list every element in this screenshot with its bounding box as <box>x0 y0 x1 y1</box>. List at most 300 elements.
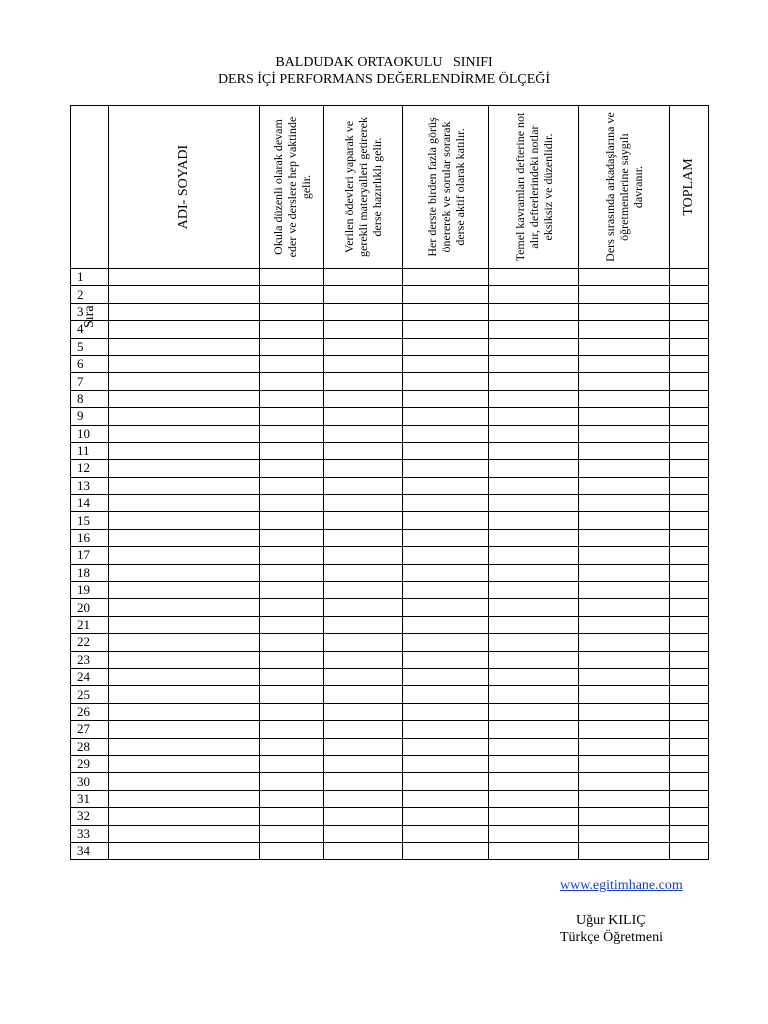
table-cell[interactable] <box>670 442 709 459</box>
table-cell[interactable] <box>670 477 709 494</box>
table-cell[interactable] <box>670 634 709 651</box>
table-row <box>71 286 709 303</box>
table-cell[interactable] <box>403 599 489 616</box>
table-cell[interactable] <box>489 442 579 459</box>
table-cell[interactable] <box>260 651 324 668</box>
table-cell[interactable] <box>109 529 260 546</box>
table-cell[interactable] <box>324 338 403 355</box>
table-cell[interactable] <box>324 269 403 286</box>
table-cell[interactable] <box>109 668 260 685</box>
table-cell[interactable] <box>260 390 324 407</box>
table-cell[interactable] <box>579 373 670 390</box>
table-row <box>71 303 709 320</box>
table-cell[interactable] <box>489 755 579 772</box>
table-cell[interactable] <box>403 668 489 685</box>
table-cell[interactable] <box>260 842 324 859</box>
row-number: 21 <box>71 616 109 633</box>
table-cell[interactable] <box>489 842 579 859</box>
row-number: 8 <box>71 390 109 407</box>
table-cell[interactable] <box>109 425 260 442</box>
table-row <box>71 547 709 564</box>
table-cell[interactable] <box>579 599 670 616</box>
table-row <box>71 529 709 546</box>
table-cell[interactable] <box>403 808 489 825</box>
table-cell[interactable] <box>403 529 489 546</box>
table-cell[interactable] <box>260 303 324 320</box>
table-cell[interactable] <box>109 321 260 338</box>
table-cell[interactable] <box>670 303 709 320</box>
table-cell[interactable] <box>579 721 670 738</box>
table-cell[interactable] <box>489 634 579 651</box>
table-cell[interactable] <box>260 738 324 755</box>
table-cell[interactable] <box>109 355 260 372</box>
table-cell[interactable] <box>324 808 403 825</box>
table-cell[interactable] <box>324 634 403 651</box>
table-cell[interactable] <box>489 373 579 390</box>
table-cell[interactable] <box>324 303 403 320</box>
table-cell[interactable] <box>489 703 579 720</box>
table-row <box>71 321 709 338</box>
table-cell[interactable] <box>109 808 260 825</box>
table-cell[interactable] <box>670 616 709 633</box>
table-cell[interactable] <box>403 634 489 651</box>
table-cell[interactable] <box>489 721 579 738</box>
table-cell[interactable] <box>579 582 670 599</box>
table-cell[interactable] <box>670 721 709 738</box>
table-cell[interactable] <box>670 564 709 581</box>
table-row <box>71 338 709 355</box>
table-cell[interactable] <box>489 390 579 407</box>
table-cell[interactable] <box>489 512 579 529</box>
table-cell[interactable] <box>489 582 579 599</box>
table-cell[interactable] <box>489 303 579 320</box>
table-cell[interactable] <box>260 355 324 372</box>
table-cell[interactable] <box>403 269 489 286</box>
table-cell[interactable] <box>260 582 324 599</box>
table-cell[interactable] <box>260 408 324 425</box>
table-cell[interactable] <box>579 634 670 651</box>
table-cell[interactable] <box>109 442 260 459</box>
table-cell[interactable] <box>670 321 709 338</box>
table-cell[interactable] <box>260 477 324 494</box>
table-cell[interactable] <box>324 355 403 372</box>
table-cell[interactable] <box>260 286 324 303</box>
table-cell[interactable] <box>489 286 579 303</box>
table-cell[interactable] <box>489 529 579 546</box>
row-number: 29 <box>71 755 109 772</box>
table-cell[interactable] <box>579 842 670 859</box>
column-header-name: ADI- SOYADI <box>109 106 260 269</box>
table-cell[interactable] <box>403 442 489 459</box>
row-number: 32 <box>71 808 109 825</box>
table-cell[interactable] <box>670 390 709 407</box>
table-cell[interactable] <box>260 703 324 720</box>
table-cell[interactable] <box>324 529 403 546</box>
table-cell[interactable] <box>670 651 709 668</box>
table-cell[interactable] <box>324 321 403 338</box>
row-number: 27 <box>71 721 109 738</box>
row-number: 10 <box>71 425 109 442</box>
table-cell[interactable] <box>579 651 670 668</box>
table-cell[interactable] <box>670 286 709 303</box>
table-cell[interactable] <box>579 738 670 755</box>
table-cell[interactable] <box>260 668 324 685</box>
table-cell[interactable] <box>403 373 489 390</box>
table-row <box>71 355 709 372</box>
table-cell[interactable] <box>403 408 489 425</box>
table-cell[interactable] <box>324 842 403 859</box>
table-cell[interactable] <box>109 338 260 355</box>
table-cell[interactable] <box>109 686 260 703</box>
table-cell[interactable] <box>403 790 489 807</box>
table-cell[interactable] <box>403 582 489 599</box>
table-cell[interactable] <box>670 773 709 790</box>
row-number: 22 <box>71 634 109 651</box>
row-number: 24 <box>71 668 109 685</box>
table-cell[interactable] <box>579 460 670 477</box>
table-cell[interactable] <box>260 634 324 651</box>
table-cell[interactable] <box>260 721 324 738</box>
row-number: 20 <box>71 599 109 616</box>
table-cell[interactable] <box>403 303 489 320</box>
table-cell[interactable] <box>324 547 403 564</box>
table-cell[interactable] <box>579 825 670 842</box>
table-cell[interactable] <box>579 338 670 355</box>
table-cell[interactable] <box>489 338 579 355</box>
table-cell[interactable] <box>579 442 670 459</box>
table-cell[interactable] <box>109 738 260 755</box>
table-cell[interactable] <box>489 773 579 790</box>
table-cell[interactable] <box>324 425 403 442</box>
table-cell[interactable] <box>260 373 324 390</box>
table-row <box>71 442 709 459</box>
table-cell[interactable] <box>670 790 709 807</box>
column-header-notes: Temel kavramları defterine not alır, defterlerindeki notlar eksiksiz ve düzenlidir. <box>489 106 579 269</box>
table-cell[interactable] <box>579 755 670 772</box>
column-header-attendance: Okula düzenli olarak devam eder ve derslere hep vaktinde gelir. <box>260 106 324 269</box>
row-number: 31 <box>71 790 109 807</box>
table-cell[interactable] <box>670 512 709 529</box>
table-cell[interactable] <box>403 512 489 529</box>
table-cell[interactable] <box>324 825 403 842</box>
table-cell[interactable] <box>579 355 670 372</box>
table-row <box>71 790 709 807</box>
table-cell[interactable] <box>109 616 260 633</box>
table-cell[interactable] <box>579 703 670 720</box>
table-cell[interactable] <box>489 495 579 512</box>
table-row <box>71 564 709 581</box>
table-cell[interactable] <box>260 269 324 286</box>
table-cell[interactable] <box>324 564 403 581</box>
table-cell[interactable] <box>109 755 260 772</box>
table-row <box>71 634 709 651</box>
table-row <box>71 477 709 494</box>
table-cell[interactable] <box>324 686 403 703</box>
table-cell[interactable] <box>260 790 324 807</box>
table-cell[interactable] <box>324 373 403 390</box>
header-row <box>71 106 709 269</box>
table-cell[interactable] <box>260 442 324 459</box>
row-number: 28 <box>71 738 109 755</box>
table-cell[interactable] <box>579 790 670 807</box>
table-cell[interactable] <box>324 738 403 755</box>
table-cell[interactable] <box>403 755 489 772</box>
table-cell[interactable] <box>109 721 260 738</box>
row-number: 16 <box>71 529 109 546</box>
table-cell[interactable] <box>489 738 579 755</box>
table-cell[interactable] <box>109 634 260 651</box>
table-cell[interactable] <box>260 686 324 703</box>
author-block <box>560 912 663 946</box>
table-cell[interactable] <box>579 773 670 790</box>
table-cell[interactable] <box>109 373 260 390</box>
scale-title: DERS İÇİ PERFORMANS DEĞERLENDİRME ÖLÇEĞİ <box>217 72 551 87</box>
table-cell[interactable] <box>579 425 670 442</box>
table-cell[interactable] <box>403 477 489 494</box>
row-number: 14 <box>71 495 109 512</box>
row-number: 26 <box>71 703 109 720</box>
table-cell[interactable] <box>670 355 709 372</box>
column-header-respect: Ders sırasında arkadaşlarına ve öğretmenlerine saygılı davranır. <box>579 106 670 269</box>
table-cell[interactable] <box>579 686 670 703</box>
table-cell[interactable] <box>403 703 489 720</box>
table-cell[interactable] <box>489 408 579 425</box>
table-cell[interactable] <box>109 303 260 320</box>
table-cell[interactable] <box>403 651 489 668</box>
table-cell[interactable] <box>403 842 489 859</box>
table-cell[interactable] <box>403 773 489 790</box>
table-row <box>71 408 709 425</box>
table-cell[interactable] <box>109 269 260 286</box>
table-cell[interactable] <box>489 269 579 286</box>
table-cell[interactable] <box>324 408 403 425</box>
table-row <box>71 495 709 512</box>
table-row <box>71 651 709 668</box>
table-cell[interactable] <box>324 286 403 303</box>
table-cell[interactable] <box>324 651 403 668</box>
table-cell[interactable] <box>579 269 670 286</box>
table-cell[interactable] <box>489 668 579 685</box>
table-row <box>71 390 709 407</box>
table-cell[interactable] <box>489 355 579 372</box>
table-cell[interactable] <box>324 390 403 407</box>
table-cell[interactable] <box>489 321 579 338</box>
table-cell[interactable] <box>324 477 403 494</box>
table-cell[interactable] <box>324 616 403 633</box>
table-cell[interactable] <box>670 529 709 546</box>
table-cell[interactable] <box>489 425 579 442</box>
table-cell[interactable] <box>109 390 260 407</box>
table-row <box>71 842 709 859</box>
table-cell[interactable] <box>109 495 260 512</box>
row-number: 33 <box>71 825 109 842</box>
table-cell[interactable] <box>670 808 709 825</box>
table-cell[interactable] <box>670 668 709 685</box>
row-number: 13 <box>71 477 109 494</box>
table-cell[interactable] <box>324 668 403 685</box>
table-cell[interactable] <box>579 512 670 529</box>
row-number: 4 <box>71 321 109 338</box>
table-row <box>71 686 709 703</box>
table-cell[interactable] <box>109 790 260 807</box>
table-cell[interactable] <box>489 460 579 477</box>
table-cell[interactable] <box>579 303 670 320</box>
table-cell[interactable] <box>109 512 260 529</box>
table-cell[interactable] <box>260 338 324 355</box>
row-number: 15 <box>71 512 109 529</box>
table-cell[interactable] <box>109 773 260 790</box>
row-number: 5 <box>71 338 109 355</box>
table-cell[interactable] <box>579 547 670 564</box>
table-cell[interactable] <box>670 755 709 772</box>
table-cell[interactable] <box>403 495 489 512</box>
table-cell[interactable] <box>670 686 709 703</box>
table-row <box>71 703 709 720</box>
table-cell[interactable] <box>324 721 403 738</box>
table-cell[interactable] <box>579 286 670 303</box>
table-row <box>71 425 709 442</box>
table-cell[interactable] <box>260 564 324 581</box>
row-number: 12 <box>71 460 109 477</box>
evaluation-table <box>70 105 709 860</box>
table-row <box>71 808 709 825</box>
table-cell[interactable] <box>579 495 670 512</box>
table-cell[interactable] <box>403 321 489 338</box>
row-number: 19 <box>71 582 109 599</box>
table-cell[interactable] <box>324 703 403 720</box>
table-cell[interactable] <box>670 460 709 477</box>
table-cell[interactable] <box>670 842 709 859</box>
table-cell[interactable] <box>260 512 324 529</box>
table-cell[interactable] <box>260 755 324 772</box>
table-cell[interactable] <box>403 686 489 703</box>
table-cell[interactable] <box>403 564 489 581</box>
table-cell[interactable] <box>260 773 324 790</box>
table-row <box>71 755 709 772</box>
author-role: Türkçe Öğretmeni <box>560 930 664 945</box>
row-number: 2 <box>71 286 109 303</box>
table-cell[interactable] <box>489 564 579 581</box>
table-cell[interactable] <box>403 721 489 738</box>
table-cell[interactable] <box>324 755 403 772</box>
table-cell[interactable] <box>670 425 709 442</box>
table-cell[interactable] <box>579 390 670 407</box>
table-cell[interactable] <box>324 495 403 512</box>
table-cell[interactable] <box>579 321 670 338</box>
table-cell[interactable] <box>489 651 579 668</box>
table-cell[interactable] <box>260 599 324 616</box>
row-number: 7 <box>71 373 109 390</box>
table-cell[interactable] <box>260 460 324 477</box>
table-cell[interactable] <box>109 460 260 477</box>
table-cell[interactable] <box>260 425 324 442</box>
table-cell[interactable] <box>403 547 489 564</box>
table-cell[interactable] <box>260 547 324 564</box>
table-cell[interactable] <box>670 825 709 842</box>
table-cell[interactable] <box>109 599 260 616</box>
table-cell[interactable] <box>403 460 489 477</box>
table-cell[interactable] <box>109 547 260 564</box>
table-cell[interactable] <box>579 408 670 425</box>
table-cell[interactable] <box>260 529 324 546</box>
table-cell[interactable] <box>670 547 709 564</box>
table-cell[interactable] <box>403 738 489 755</box>
table-cell[interactable] <box>670 269 709 286</box>
table-cell[interactable] <box>403 390 489 407</box>
table-row <box>71 668 709 685</box>
table-cell[interactable] <box>670 738 709 755</box>
table-cell[interactable] <box>489 599 579 616</box>
table-cell[interactable] <box>489 825 579 842</box>
table-cell[interactable] <box>489 808 579 825</box>
row-number: 23 <box>71 651 109 668</box>
table-cell[interactable] <box>489 547 579 564</box>
table-cell[interactable] <box>670 495 709 512</box>
table-cell[interactable] <box>670 703 709 720</box>
table-cell[interactable] <box>403 286 489 303</box>
table-cell[interactable] <box>324 460 403 477</box>
table-cell[interactable] <box>260 825 324 842</box>
table-cell[interactable] <box>109 477 260 494</box>
table-cell[interactable] <box>579 564 670 581</box>
table-cell[interactable] <box>489 790 579 807</box>
table-cell[interactable] <box>260 616 324 633</box>
table-cell[interactable] <box>109 842 260 859</box>
table-cell[interactable] <box>489 686 579 703</box>
row-number: 11 <box>71 442 109 459</box>
table-cell[interactable] <box>109 564 260 581</box>
table-cell[interactable] <box>670 582 709 599</box>
table-cell[interactable] <box>324 442 403 459</box>
table-cell[interactable] <box>324 790 403 807</box>
table-cell[interactable] <box>324 512 403 529</box>
table-cell[interactable] <box>403 825 489 842</box>
table-cell[interactable] <box>109 582 260 599</box>
table-cell[interactable] <box>403 425 489 442</box>
table-cell[interactable] <box>579 616 670 633</box>
table-cell[interactable] <box>670 373 709 390</box>
table-cell[interactable] <box>109 703 260 720</box>
table-cell[interactable] <box>670 338 709 355</box>
table-cell[interactable] <box>324 773 403 790</box>
table-cell[interactable] <box>324 582 403 599</box>
table-cell[interactable] <box>489 477 579 494</box>
table-cell[interactable] <box>324 599 403 616</box>
author-name: Uğur KILIÇ <box>576 913 646 928</box>
table-cell[interactable] <box>579 529 670 546</box>
table-cell[interactable] <box>109 825 260 842</box>
table-cell[interactable] <box>260 808 324 825</box>
table-cell[interactable] <box>670 408 709 425</box>
table-cell[interactable] <box>403 338 489 355</box>
table-cell[interactable] <box>109 286 260 303</box>
row-number: 1 <box>71 269 109 286</box>
table-cell[interactable] <box>260 495 324 512</box>
table-cell[interactable] <box>579 668 670 685</box>
table-cell[interactable] <box>109 408 260 425</box>
table-cell[interactable] <box>403 616 489 633</box>
table-cell[interactable] <box>260 321 324 338</box>
website-link[interactable]: www.egitimhane.com <box>560 878 683 893</box>
table-cell[interactable] <box>579 808 670 825</box>
table-cell[interactable] <box>109 651 260 668</box>
table-cell[interactable] <box>403 355 489 372</box>
table-cell[interactable] <box>670 599 709 616</box>
table-cell[interactable] <box>489 616 579 633</box>
column-header-sira: Sıra <box>71 106 109 269</box>
table-cell[interactable] <box>579 477 670 494</box>
column-header-homework: Verilen ödevleri yaparak ve gerekli materyalleri getirerek derse hazırlıklı gelir. <box>324 106 403 269</box>
